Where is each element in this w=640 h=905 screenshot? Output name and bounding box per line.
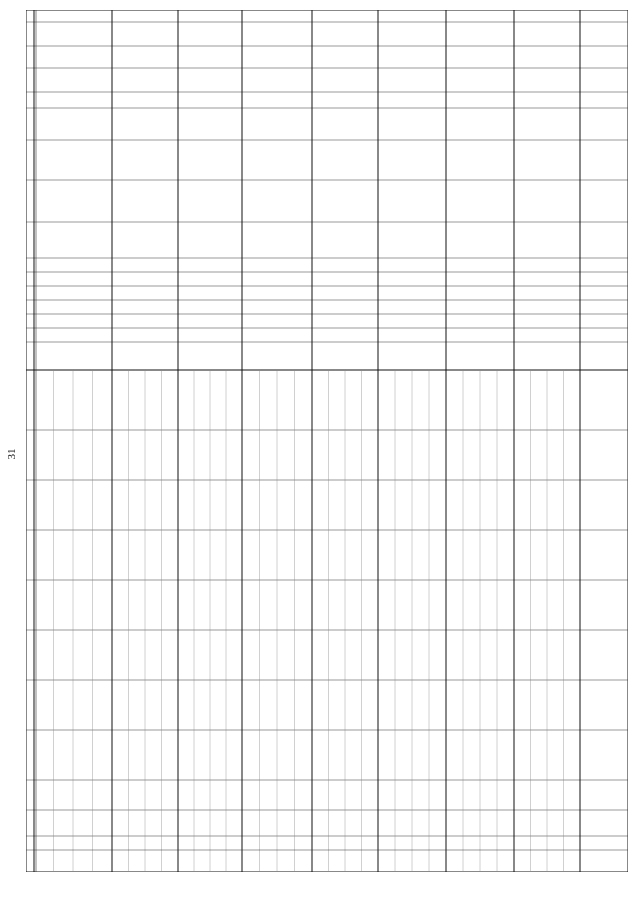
rotated-table <box>26 10 628 872</box>
page-number: 31 <box>6 448 18 460</box>
table-grid <box>26 10 628 872</box>
table-border <box>26 10 628 872</box>
